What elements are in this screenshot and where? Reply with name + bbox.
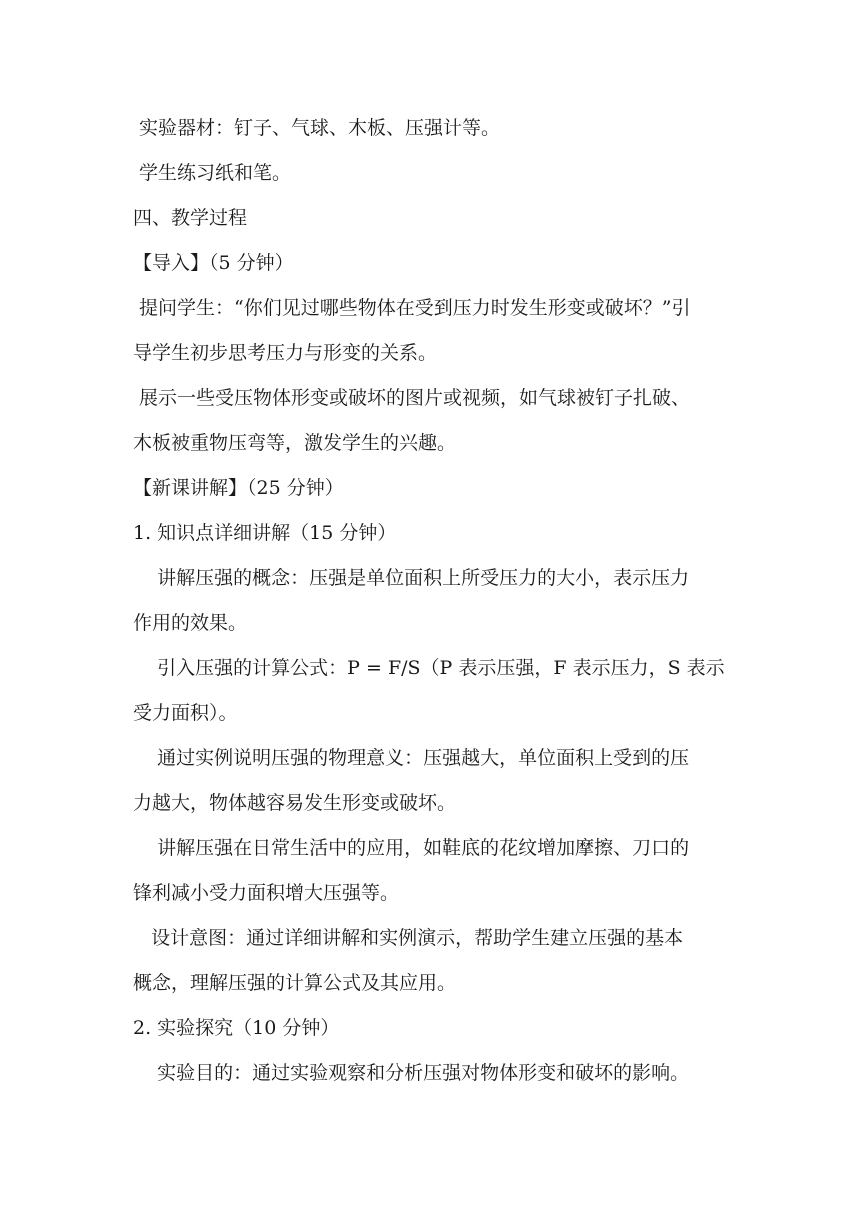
heading-new-lesson: 【新课讲解】（25 分钟） [133,477,344,499]
subheading-knowledge-points: 1. 知识点详细讲解（15 分钟） [133,522,397,544]
paragraph-line: 讲解压强在日常生活中的应用，如鞋底的花纹增加摩擦、刀口的 [133,837,690,859]
paragraph-line: 设计意图：通过详细讲解和实例演示，帮助学生建立压强的基本 [133,927,684,949]
paragraph-line: 通过实例说明压强的物理意义：压强越大，单位面积上受到的压 [133,747,690,769]
paragraph-line: 锋利减小受力面积增大压强等。 [133,882,400,904]
subheading-experiment: 2. 实验探究（10 分钟） [133,1017,340,1039]
paragraph-line: 提问学生：“你们见过哪些物体在受到压力时发生形变或破坏？”引 [133,297,691,319]
paragraph-line: 讲解压强的概念：压强是单位面积上所受压力的大小，表示压力 [133,567,690,589]
line-student-supplies: 学生练习纸和笔。 [133,162,292,184]
paragraph-line: 木板被重物压弯等，激发学生的兴趣。 [133,432,457,454]
paragraph-line: 引入压强的计算公式：P = F/S（P 表示压强，F 表示压力，S 表示 [133,657,725,679]
line-materials: 实验器材：钉子、气球、木板、压强计等。 [133,117,501,139]
paragraph-line: 力越大，物体越容易发生形变或破坏。 [133,792,457,814]
paragraph-line: 实验目的：通过实验观察和分析压强对物体形变和破坏的影响。 [133,1062,690,1084]
paragraph-line: 作用的效果。 [133,612,248,634]
paragraph-line: 受力面积）。 [133,702,238,724]
paragraph-line: 概念，理解压强的计算公式及其应用。 [133,972,457,994]
paragraph-line: 导学生初步思考压力与形变的关系。 [133,342,438,364]
heading-introduction: 【导入】（5 分钟） [133,252,294,274]
paragraph-line: 展示一些受压物体形变或破坏的图片或视频，如气球被钉子扎破、 [133,387,691,409]
section-heading-teaching-process: 四、教学过程 [133,207,248,229]
